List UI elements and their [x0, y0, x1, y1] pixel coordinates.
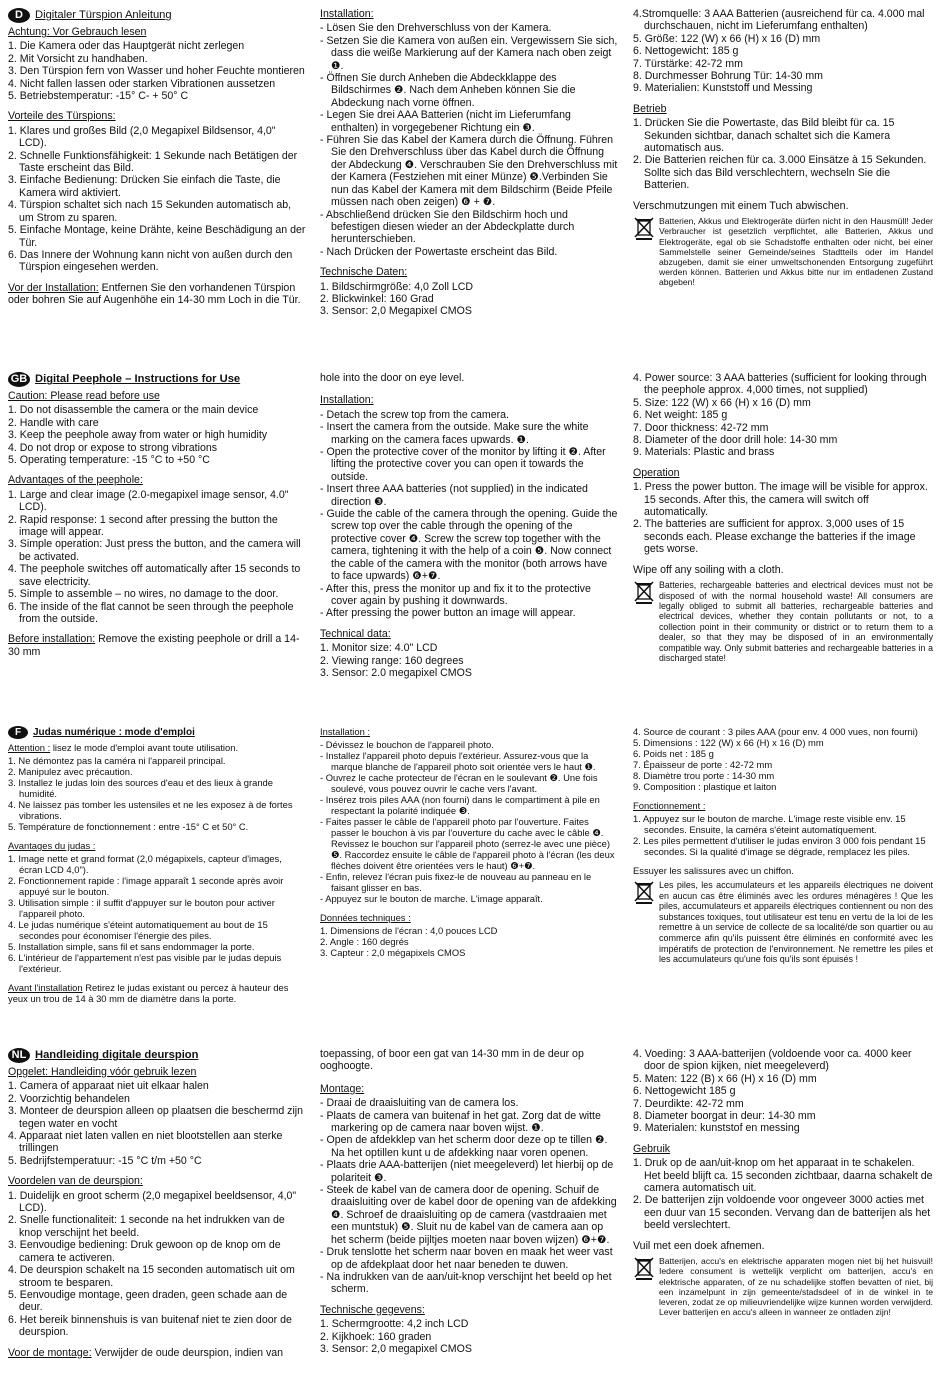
- de-caution-list: [8, 40, 306, 102]
- gb-title-row: [8, 372, 306, 387]
- list-item: - Na indrukken van de aan/uit-knop verschijnt het beeld op het scherm.: [320, 1270, 612, 1296]
- fr-before-label: Avant l'installation: [8, 982, 83, 993]
- list-item: 6. Poids net : 185 g: [633, 748, 714, 759]
- list-item: 5. Größe: 122 (W) x 66 (H) x 16 (D) mm: [633, 32, 821, 45]
- list-item: 6. Nettogewicht 185 g: [633, 1085, 736, 1098]
- list-item: - Insert the camera from the outside. Make sure the white marking on the camera faces upwards. ❶.: [320, 421, 589, 446]
- nl-caution-list: [8, 1080, 306, 1167]
- list-item: 2. Manipulez avec précaution.: [8, 766, 133, 777]
- list-item: 4. Source de courant : 3 piles AAA (pour env. 4 000 vues, non fourni): [633, 726, 918, 737]
- gb-tech-heading: Technical data:: [320, 627, 391, 640]
- de-tech-heading: Technische Daten:: [320, 266, 408, 279]
- gb-before-label: Before installation:: [8, 633, 96, 646]
- list-item: 3. Monteer de deurspion alleen op plaatsen die beschermd zijn tegen water en vocht: [8, 1105, 304, 1130]
- list-item: 3. Sensor: 2,0 Megapixel CMOS: [320, 305, 472, 318]
- list-item: 1. Schermgrootte: 4,2 inch LCD: [320, 1318, 469, 1331]
- gb-col-3: [633, 372, 933, 663]
- list-item: - Appuyez sur le bouton de marche. L'image apparaît.: [320, 893, 543, 904]
- fr-col-3: [633, 726, 933, 965]
- gb-disposal-notice: [633, 580, 933, 663]
- fr-title-row: [8, 726, 306, 739]
- fr-advantages-heading: Avantages du judas :: [8, 840, 96, 851]
- list-item: - Lösen Sie den Drehverschluss von der Kamera.: [320, 22, 552, 35]
- list-item: 1. Klares und großes Bild (2,0 Megapixel Bildsensor, 4,0" LCD).: [8, 124, 276, 150]
- list-item: - Steek de kabel van de camera door de opening. Schuif de draaisluiting over de kabel door de opening van de afdekking ❹. Schroef de draaisluiting op de camera (vastdraaien met een muntstuk) ❺. Sluit nu de kabel van de camera aan op het scherm (beide pijltjes moeten naar boven wijzen) ❻+❼.: [320, 1184, 617, 1246]
- de-installation-heading: Installation:: [320, 8, 374, 20]
- gb-installation-heading: Installation:: [320, 394, 374, 407]
- list-item: 8. Diameter of the door drill hole: 14-30 mm: [633, 434, 838, 447]
- list-item: 2. Blickwinkel: 160 Grad: [320, 292, 434, 305]
- list-item: 2. Les piles permettent d'utiliser le judas environ 3 000 fois pendant 15 secondes. Si la qualité d'image se dégrade, remplacez les piles.: [633, 835, 926, 857]
- gb-operation-heading: Operation: [633, 466, 680, 479]
- nl-before-text: Verwijder de oude deurspion, indien van: [91, 1346, 284, 1359]
- de-advantages-list: [8, 125, 306, 274]
- list-item: 4. De deurspion schakelt na 15 seconden automatisch uit om stroom te besparen.: [8, 1264, 295, 1289]
- de-installation-list: [320, 22, 618, 258]
- nl-advantages-heading: Voordelen van de deurspion:: [8, 1175, 143, 1188]
- list-item: 1. Bildschirmgröße: 4,0 Zoll LCD: [320, 280, 474, 293]
- gb-col-1: [8, 372, 306, 660]
- list-item: 1. Monitor size: 4.0" LCD: [320, 642, 438, 655]
- list-item: 3. Einfache Bedienung: Drücken Sie einfach die Taste, die Kamera wird aktiviert.: [8, 174, 281, 199]
- list-item: - Druk tenslotte het scherm naar boven en maak het weer vast op de afdekplaat door het naar beneden te duwen.: [320, 1246, 613, 1271]
- gb-tech-list: [320, 642, 618, 679]
- fr-caution-text: lisez le mode d'emploi avant toute utilisation.: [50, 742, 239, 753]
- list-item: 4. Voeding: 3 AAA-batterijen (voldoende voor ca. 4000 keer door de spion kijken, niet meegeleverd): [633, 1048, 912, 1073]
- list-item: 5. Dimensions : 122 (W) x 66 (H) x 16 (D) mm: [633, 737, 824, 748]
- list-item: 3. Sensor: 2,0 megapixel CMOS: [320, 1342, 472, 1355]
- list-item: 4. Nicht fallen lassen oder starken Vibrationen aussetzen: [8, 77, 276, 90]
- fr-caution-label: Attention :: [8, 742, 51, 753]
- list-item: 3. Den Türspion fern von Wasser und hoher Feuchte montieren: [8, 65, 305, 78]
- fr-caution-list: [8, 755, 306, 832]
- nl-tech-heading: Technische gegevens:: [320, 1303, 425, 1316]
- nl-col-2: [320, 1048, 618, 1355]
- de-disposal-text: Batterien, Akkus und Elektrogeräte dürfen nicht in den Hausmüll! Jeder Verbraucher ist gesetzlich verpflichtet, alle Batterien, Akkus und Elektrogeräte, egal ob sie Schadstoffe enthalten oder nicht, bei einer Sammelstelle seiner Gemeinde/seines Stadtteils oder im Handel abzugeben, damit sie einer umweltschonenden Entsorgung zugeführt werden können. Batterien und Akkus bitte nur im entladenen Zustand abgeben!: [659, 216, 933, 288]
- list-item: 2. Fonctionnement rapide : l'image apparaît 1 seconde après avoir appuyé sur le bouton.: [8, 875, 284, 897]
- de-col-1: [8, 8, 306, 309]
- list-item: 3. Keep the peephole away from water or high humidity: [8, 429, 268, 442]
- list-item: 6. Het bereik binnenshuis is van buitenaf niet te zien door de deurspion.: [8, 1313, 292, 1339]
- gb-advantages-list: [8, 489, 306, 625]
- nl-specs-list: [633, 1048, 933, 1135]
- fr-before-installation: [8, 982, 306, 1004]
- list-item: 1. Camera of apparaat niet uit elkaar halen: [8, 1080, 209, 1093]
- list-item: 4. Apparaat niet laten vallen en niet blootstellen aan sterke trillingen: [8, 1130, 283, 1155]
- fr-tech-heading: Données techniques :: [320, 912, 411, 923]
- nl-installation-list: [320, 1097, 618, 1296]
- de-specs-list: [633, 8, 933, 95]
- nl-before-label: Voor de montage:: [8, 1346, 92, 1359]
- gb-before-text: Remove the existing peephole or drill a 14-30 mm: [8, 633, 300, 658]
- list-item: 4. Power source: 3 AAA batteries (sufficient for looking through the peephole approx. 4,000 times, not supplied): [633, 372, 927, 397]
- fr-tech-list: [320, 925, 618, 958]
- list-item: - Öffnen Sie durch Anheben die Abdeckklappe des Bildschirmes ❷. Nach dem Anheben können Sie die Abdeckung nach vorne öffnen.: [320, 72, 576, 109]
- list-item: 5. Einfache Montage, keine Drähte, keine Beschädigung an der Tür.: [8, 224, 306, 249]
- list-item: - Führen Sie das Kabel der Kamera durch die Öffnung. Führen Sie den Drehverschluss über das Kabel durch die Öffnung der Abdeckung ❹. Verschrauben Sie den Drehverschluss mit der Kamera (Festziehen mit einer Münze) ❺.Verbinden Sie nun das Kabel der Kamera mit dem Bildschirm (Beide Pfeile müssen nach oben zeigen) ❻ + ❼.: [320, 134, 618, 209]
- nl-wipe-note: Vuil met een doek afnemen.: [633, 1239, 765, 1252]
- list-item: 9. Materialien: Kunststoff und Messing: [633, 82, 813, 95]
- nl-title-row: [8, 1048, 306, 1063]
- list-item: 4. Do not drop or expose to strong vibrations: [8, 441, 218, 454]
- gb-continued-text: hole into the door on eye level.: [320, 372, 465, 384]
- nl-language-badge: NL: [8, 1048, 30, 1063]
- fr-caution-intro: [8, 742, 306, 753]
- list-item: 3. Utilisation simple : il suffit d'appuyer sur le bouton pour activer l'appareil photo.: [8, 897, 275, 919]
- nl-continued-text: toepassing, of boor een gat van 14-30 mm in de deur op ooghoogte.: [320, 1048, 584, 1073]
- list-item: 8. Diameter boorgat in deur: 14-30 mm: [633, 1110, 816, 1123]
- list-item: 3. Simple operation: Just press the button, and the camera will be activated.: [8, 538, 301, 563]
- list-item: 6. L'intérieur de l'appartement n'est pas visible par le judas depuis l'extérieur.: [8, 952, 282, 974]
- list-item: - Open de afdekklep van het scherm door deze op te tillen ❷. Na het optillen kunt u de afdekking naar voren openen.: [320, 1134, 608, 1159]
- nl-disposal-text: Batterijen, accu's en elektrische apparaten mogen niet bij het huisvuil! Iedere consument is wettelijk verplicht om batterijen, accu's en elektrische apparaten, of ze nu schadelijke stoffen bevatten of niet, bij een inzamelpunt in zijn gemeente/stadsdeel of in de winkel in te leveren, zodat ze op milieuvriendelijke wijze kunnen worden verwijderd. Lever batterijen en accu's alleen in wanneer ze ontladen zijn!: [659, 1256, 933, 1318]
- list-item: 1. Druk op de aan/uit-knop om het apparaat in te schakelen. Het beeld blijft ca. 15 seconden zichtbaar, daarna schakelt de camera automatisch uit.: [633, 1157, 933, 1195]
- list-item: 5. Operating temperature: -15 °C to +50 °C: [8, 454, 210, 467]
- list-item: - Insert three AAA batteries (not supplied) in the indicated direction ❸.: [320, 483, 588, 508]
- list-item: 2. The batteries are sufficient for approx. 3,000 uses of 15 seconds each. Please exchange the batteries if the image gets worse.: [633, 518, 916, 556]
- list-item: 7. Türstärke: 42-72 mm: [633, 57, 743, 70]
- list-item: - Draai de draaisluiting van de camera los.: [320, 1097, 519, 1110]
- nl-title: Handleiding digitale deurspion: [35, 1049, 199, 1062]
- list-item: - Ouvrez le cache protecteur de l'écran en le soulevant ❷. Une fois soulevé, vous pouvez ouvrir le cache vers l'avant.: [320, 772, 598, 794]
- list-item: - Legen Sie drei AAA Batterien (nicht im Lieferumfang enthalten) in vorgegebener Richtung ein ❸.: [320, 109, 571, 134]
- list-item: - Dévissez le bouchon de l'appareil photo.: [320, 739, 494, 750]
- list-item: 5. Betriebstemperatur: -15° C- + 50° C: [8, 90, 189, 103]
- gb-before-installation: [8, 633, 306, 658]
- crossed-bin-icon: [633, 880, 655, 904]
- list-item: - Plaats drie AAA-batterijen (niet meegeleverd) let hierbij op de polariteit ❸.: [320, 1159, 614, 1184]
- list-item: 1. Large and clear image (2.0-megapixel image sensor, 4.0" LCD).: [8, 488, 289, 514]
- list-item: 6. Net weight: 185 g: [633, 409, 728, 422]
- list-item: 3. Eenvoudige bediening: Druk gewoon op de knop om de camera te activeren.: [8, 1239, 281, 1264]
- fr-advantages-list: [8, 853, 306, 974]
- list-item: - After this, press the monitor up and fix it to the protective cover again by pushing it downwards.: [320, 582, 591, 607]
- gb-caution-list: [8, 404, 306, 466]
- list-item: 4.Stromquelle: 3 AAA Batterien (ausreichend für ca. 4.000 mal durchschauen, nicht im Lieferumfang enthalten): [633, 8, 925, 33]
- de-title-row: [8, 8, 306, 23]
- list-item: 4. Ne laissez pas tomber les ustensiles et ne les exposez à de fortes vibrations.: [8, 799, 293, 821]
- fr-installation-heading: Installation :: [320, 726, 371, 737]
- list-item: 5. Size: 122 (W) x 66 (H) x 16 (D) mm: [633, 396, 811, 409]
- list-item: 1. Appuyez sur le bouton de marche. L'image reste visible env. 15 secondes. Ensuite, la caméra s'éteint automatiquement.: [633, 813, 906, 835]
- nl-col-3: [633, 1048, 933, 1317]
- gb-caution-heading: Caution: Please read before use: [8, 390, 160, 402]
- fr-disposal-notice: [633, 880, 933, 965]
- list-item: 1. Dimensions de l'écran : 4,0 pouces LCD: [320, 925, 498, 936]
- list-item: 1. Duidelijk en groot scherm (2,0 megapixel beeldsensor, 4,0" LCD).: [8, 1189, 297, 1215]
- nl-operation-list: [633, 1157, 933, 1231]
- list-item: 1. Die Kamera oder das Hauptgerät nicht zerlegen: [8, 40, 245, 53]
- fr-col-1: [8, 726, 306, 1006]
- gb-col-2: [320, 372, 618, 679]
- list-item: 2. Kijkhoek: 160 graden: [320, 1330, 432, 1343]
- list-item: 7. Deurdikte: 42-72 mm: [633, 1097, 744, 1110]
- list-item: - Detach the screw top from the camera.: [320, 408, 509, 421]
- nl-before-installation: [8, 1347, 306, 1359]
- list-item: - Installez l'appareil photo depuis l'extérieur. Assurez-vous que la marque blanche de l'appareil photo soit orientée vers le haut ❶.: [320, 750, 596, 772]
- list-item: 2. Viewing range: 160 degrees: [320, 654, 464, 667]
- gb-operation-list: [633, 481, 933, 555]
- gb-installation-list: [320, 409, 618, 620]
- list-item: 1. Do not disassemble the camera or the main device: [8, 404, 259, 417]
- list-item: 6. The inside of the flat cannot be seen through the peephole from the outside.: [8, 600, 294, 625]
- nl-caution-heading: Opgelet: Handleiding vóór gebruik lezen: [8, 1066, 197, 1078]
- nl-col-1: [8, 1048, 306, 1361]
- list-item: 3. Capteur : 2,0 mégapixels CMOS: [320, 947, 466, 958]
- fr-specs-list: [633, 726, 933, 792]
- list-item: 2. Mit Vorsicht zu handhaben.: [8, 52, 148, 65]
- de-before-installation: [8, 282, 306, 307]
- list-item: - Nach Drücken der Powertaste erscheint das Bild.: [320, 245, 558, 258]
- list-item: 1. Ne démontez pas la caméra ni l'appareil principal.: [8, 755, 226, 766]
- de-before-label: Vor der Installation:: [8, 281, 99, 294]
- list-item: - Open the protective cover of the monitor by lifting it ❷. After lifting the protective cover you can open it towards the outside.: [320, 446, 606, 483]
- list-item: 6. Das Innere der Wohnung kann nicht von außen durch den Türspion eingesehen werden.: [8, 248, 293, 274]
- list-item: - Enfin, relevez l'écran puis fixez-le de nouveau au panneau en le faisant glisser en bas.: [320, 871, 592, 893]
- gb-advantages-heading: Advantages of the peephole:: [8, 474, 143, 487]
- de-language-badge: D: [8, 8, 30, 23]
- list-item: - Plaats de camera van buitenaf in het gat. Zorg dat de witte markering op de camera naar boven wijst. ❶.: [320, 1109, 601, 1135]
- fr-operation-heading: Fonctionnement :: [633, 800, 706, 811]
- list-item: - After pressing the power button an image will appear.: [320, 607, 576, 620]
- list-item: - Faites passer le câble de l'appareil photo par l'ouverture. Faites passer le bouchon à vis par l'ouverture du cache avec le câble ❹. Revissez le bouchon sur l'appareil photo (serrez-le avec une pièce) ❺. Raccordez ensuite le câble de l'appareil photo à l'écran (les deux flèches doivent être orientées vers le haut) ❻+❼.: [320, 816, 615, 871]
- crossed-bin-icon: [633, 1256, 655, 1280]
- list-item: 3. Sensor: 2.0 megapixel CMOS: [320, 666, 472, 679]
- list-item: 2. Rapid response: 1 second after pressing the button the image will appear.: [8, 513, 278, 539]
- gb-disposal-text: Batteries, rechargeable batteries and electrical devices must not be disposed of with the normal household waste! All consumers are legally obliged to submit all batteries, rechargeable batteries and electrical devices, whether they contain pollutants or not, to a collection point in their community or district or to return them to a dealer, so that they may be disposed of in an environmentally compatible way. Only submit batteries and rechargeable batteries in a discharged state!: [659, 580, 933, 663]
- list-item: 5. Température de fonctionnement : entre -15° C et 50° C.: [8, 821, 249, 832]
- gb-title: Digital Peephole – Instructions for Use: [35, 373, 241, 386]
- list-item: 7. Door thickness: 42-72 mm: [633, 421, 769, 434]
- list-item: 2. Handle with care: [8, 416, 99, 429]
- list-item: 2. Voorzichtig behandelen: [8, 1092, 130, 1105]
- fr-language-badge: F: [8, 726, 28, 739]
- list-item: 5. Installation simple, sans fil et sans endommager la porte.: [8, 941, 255, 952]
- nl-operation-heading: Gebruik: [633, 1142, 671, 1155]
- list-item: 5. Bedrijfstemperatuur: -15 °C t/m +50 °C: [8, 1154, 202, 1167]
- list-item: 1. Drücken Sie die Powertaste, das Bild bleibt für ca. 15 Sekunden sichtbar, danach schaltet sich die Kamera automatisch aus.: [633, 117, 895, 155]
- de-col-3: [633, 8, 933, 288]
- de-operation-heading: Betrieb: [633, 102, 667, 115]
- de-caution-heading: Achtung: Vor Gebrauch lesen: [8, 26, 147, 38]
- gb-wipe-note: Wipe off any soiling with a cloth.: [633, 563, 784, 576]
- fr-before-text: Retirez le judas existant ou percez à hauteur des yeux un trou de 14 à 30 mm de diamètre dans la porte.: [8, 982, 289, 1004]
- list-item: 9. Materialen: kunststof en messing: [633, 1122, 800, 1135]
- gb-specs-list: [633, 372, 933, 459]
- nl-advantages-list: [8, 1190, 306, 1339]
- de-col-2: [320, 8, 618, 318]
- list-item: 5. Simple to assemble – no wires, no damage to the door.: [8, 588, 279, 601]
- list-item: - Guide the cable of the camera through the opening. Guide the screw top over the cable through the opening of the protective cover ❹. Screw the screw top together with the camera, tightening it with the help of a coin ❺. Now connect the cable of the camera with the monitor (both arrows have to face upwards) ❻+❼.: [320, 508, 618, 583]
- fr-disposal-text: Les piles, les accumulateurs et les appareils électriques ne doivent en aucun cas être éliminés avec les ordures ménagères ! Que les piles, accumulateurs et appareils électriques contiennent ou non des substances toxiques, tout utilisateur est tenu en vertu de la loi de les remettre à un service de collecte de sa localité/de son quartier ou au commerce afin qu'ils puissent être éliminés en conformité avec les impératifs de protection de l'environnement. Ne remettre les piles et les accumulateurs qu'une fois qu'ils sont épuisés !: [659, 880, 933, 965]
- list-item: 2. Snelle functionaliteit: 1 seconde na het indrukken van de knop verschijnt het beeld.: [8, 1214, 285, 1239]
- list-item: 8. Durchmesser Bohrung Tür: 14-30 mm: [633, 70, 823, 83]
- list-item: 5. Eenvoudige montage, geen draden, geen schade aan de deur.: [8, 1288, 288, 1314]
- list-item: 4. Le judas numérique s'éteint automatiquement au bout de 15 secondes pour économiser l'énergie des piles.: [8, 919, 268, 941]
- de-disposal-notice: [633, 216, 933, 287]
- list-item: - Setzen Sie die Kamera von außen ein. Vergewissern Sie sich, dass die weiße Markierung auf der Kamera nach oben zeigt ❶.: [320, 34, 618, 72]
- gb-language-badge: GB: [8, 372, 30, 387]
- nl-disposal-notice: [633, 1256, 933, 1317]
- de-operation-list: [633, 117, 933, 191]
- list-item: 8. Diamètre trou porte : 14-30 mm: [633, 770, 775, 781]
- list-item: 2. Angle : 160 degrés: [320, 936, 409, 947]
- list-item: 1. Image nette et grand format (2,0 mégapixels, capteur d'images, écran LCD 4,0").: [8, 853, 282, 875]
- list-item: 5. Maten: 122 (B) x 66 (H) x 16 (D) mm: [633, 1072, 817, 1085]
- list-item: 6. Nettogewicht: 185 g: [633, 45, 739, 58]
- fr-operation-list: [633, 813, 933, 857]
- list-item: 4. Türspion schaltet sich nach 15 Sekunden automatisch ab, um Strom zu sparen.: [8, 199, 292, 224]
- list-item: - Insérez trois piles AAA (non fourni) dans le compartiment à pile en respectant la polarité indiquée ❸.: [320, 794, 600, 816]
- crossed-bin-icon: [633, 216, 655, 240]
- list-item: 2. Die Batterien reichen für ca. 3.000 Einsätze à 15 Sekunden. Sollte sich das Bild verschlechtern, wechseln Sie die Batterien.: [633, 154, 927, 192]
- fr-title: Judas numérique : mode d'emploi: [33, 727, 195, 738]
- de-wipe-note: Verschmutzungen mit einem Tuch abwischen.: [633, 199, 849, 212]
- list-item: 7. Épaisseur de porte : 42-72 mm: [633, 759, 773, 770]
- de-tech-list: [320, 281, 618, 318]
- list-item: - Abschließend drücken Sie den Bildschirm hoch und befestigen diesen wieder an der Abdeckplatte durch herunterschieben.: [320, 208, 575, 246]
- nl-tech-list: [320, 1318, 618, 1355]
- crossed-bin-icon: [633, 580, 655, 604]
- list-item: 3. Installez le judas loin des sources d'eau et des lieux à grande humidité.: [8, 777, 273, 799]
- nl-installation-heading: Montage:: [320, 1082, 365, 1095]
- fr-wipe-note: Essuyer les salissures avec un chiffon.: [633, 865, 794, 876]
- de-title: Digitaler Türspion Anleitung: [35, 9, 172, 22]
- list-item: 1. Press the power button. The image will be visible for approx. 15 seconds. After this, the camera will switch off automatically.: [633, 481, 928, 519]
- list-item: 9. Composition : plastique et laiton: [633, 781, 777, 792]
- de-advantages-heading: Vorteile des Türspions:: [8, 110, 116, 123]
- list-item: 4. The peephole switches off automatically after 15 seconds to save electricity.: [8, 563, 301, 588]
- de-before-text: Entfernen Sie den vorhandenen Türspion oder bohren Sie auf Augenhöhe ein 14-30 mm Loch in die Tür.: [8, 281, 301, 307]
- fr-installation-list: [320, 739, 618, 904]
- list-item: 2. De batterijen zijn voldoende voor ongeveer 3000 acties met een duur van 15 seconden. Vervang dan de batterijen als het beeld verslechtert.: [633, 1194, 931, 1232]
- list-item: 2. Schnelle Funktionsfähigkeit: 1 Sekunde nach Betätigen der Taste erscheint das Bild.: [8, 149, 298, 175]
- list-item: 9. Materials: Plastic and brass: [633, 446, 775, 459]
- fr-col-2: [320, 726, 618, 958]
